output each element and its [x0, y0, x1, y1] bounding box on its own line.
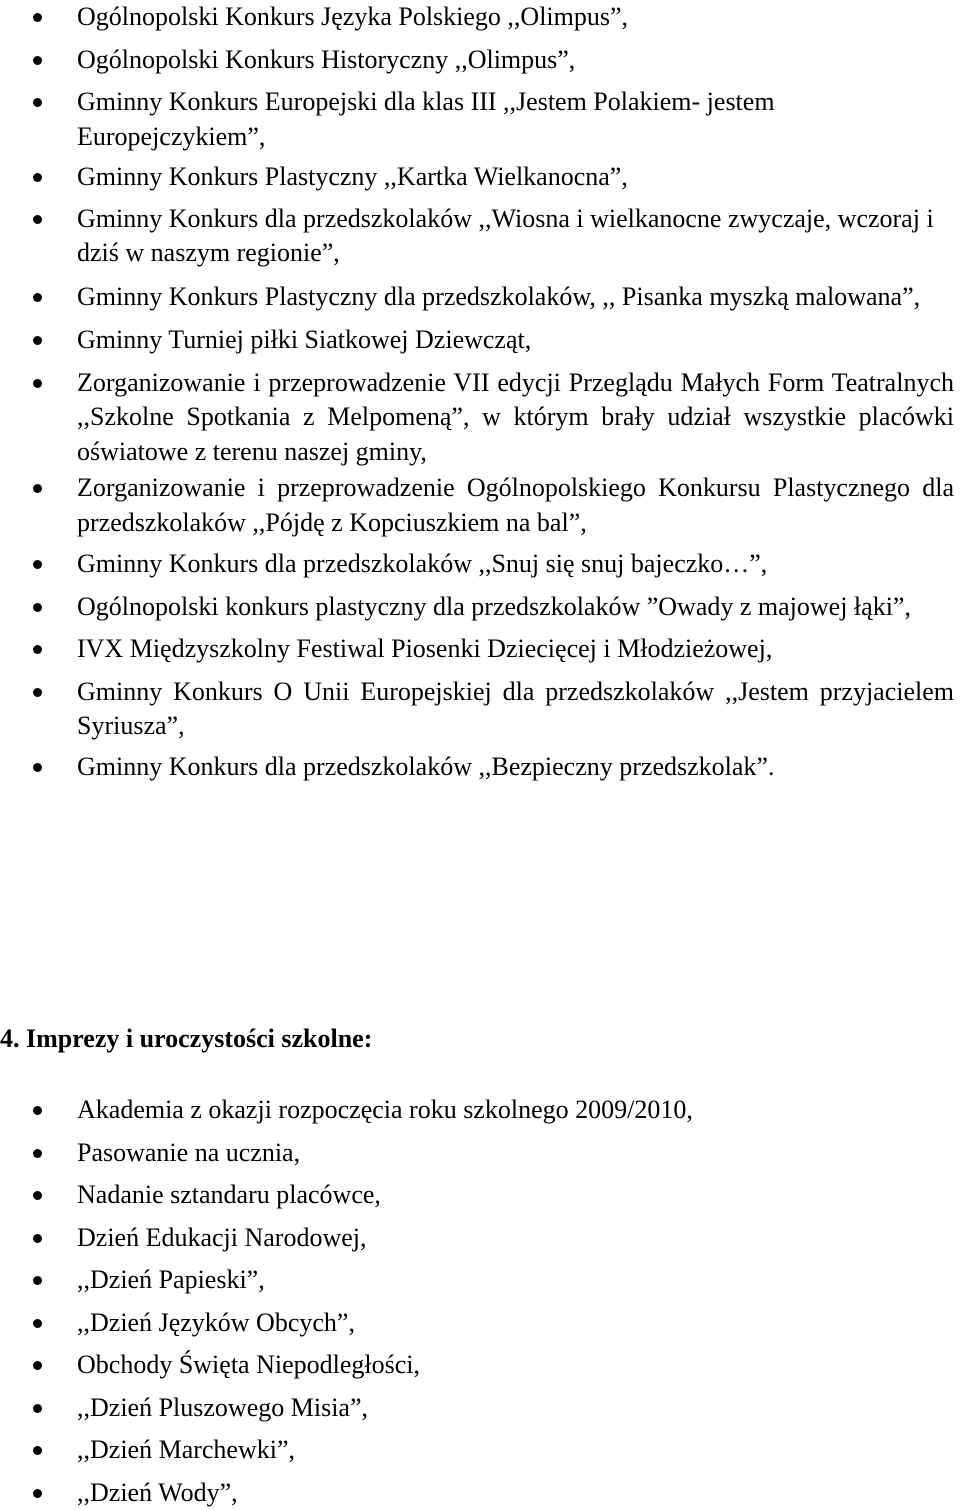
list-item-text: Gminny Konkurs dla przedszkolaków ,,Bezpieczny przedszkolak”. [77, 750, 954, 785]
list-item-text: ,,Dzień Wody”, [77, 1476, 954, 1510]
bullet-icon [33, 1404, 42, 1413]
bullet-icon [33, 688, 42, 697]
list-item-text: Obchody Święta Niepodległości, [77, 1348, 954, 1383]
list-item-text: Dzień Edukacji Narodowej, [77, 1221, 954, 1256]
list-item [0, 675, 960, 744]
bullet-icon [33, 1106, 42, 1115]
list-item-text: ,,Dzień Pluszowego Misia”, [77, 1391, 954, 1426]
list-item [0, 202, 960, 271]
list-item-text: Gminny Turniej piłki Siatkowej Dziewcząt, [77, 323, 954, 358]
list-item [0, 160, 960, 195]
bullet-icon [33, 173, 42, 182]
bullet-icon [33, 1234, 42, 1243]
list-item [0, 547, 960, 582]
list-item [0, 1433, 960, 1468]
list-item [0, 366, 960, 470]
bullet-icon [33, 98, 42, 107]
list-item-text: Nadanie sztandaru placówce, [77, 1178, 954, 1213]
list-item [0, 1221, 960, 1256]
bullet-icon [33, 603, 42, 612]
list-item-text: ,,Dzień Marchewki”, [77, 1433, 954, 1468]
list-item [0, 1136, 960, 1171]
list-item [0, 1391, 960, 1426]
bullet-icon [33, 484, 42, 493]
list-item [0, 1178, 960, 1213]
list-item [0, 43, 960, 78]
section-heading: 4. Imprezy i uroczystości szkolne: [0, 1021, 372, 1057]
list-item [0, 590, 960, 625]
list-item [0, 1348, 960, 1383]
list-item-text: Gminny Konkurs Plastyczny dla przedszkolaków, ,, Pisanka myszką malowana”, [77, 280, 954, 315]
list-item-text: Zorganizowanie i przeprowadzenie VII edycji Przeglądu Małych Form Teatralnych ,,Szkolne Spotkania z Melpomeną”, w którym brały udział wszystkie placówki oświatowe z terenu naszej gminy, [77, 366, 954, 470]
list-item [0, 1306, 960, 1341]
bullet-icon [33, 379, 42, 388]
list-item-text: ,,Dzień Języków Obcych”, [77, 1306, 954, 1341]
list-item-text: Zorganizowanie i przeprowadzenie Ogólnopolskiego Konkursu Plastycznego dla przedszkolaków ,,Pójdę z Kopciuszkiem na bal”, [77, 471, 954, 540]
list-item [0, 750, 960, 785]
bullet-icon [33, 13, 42, 22]
bullet-icon [33, 1489, 42, 1498]
list-item [0, 85, 960, 154]
school-events-list [0, 1093, 960, 1510]
list-item [0, 0, 960, 35]
bullet-icon [33, 215, 42, 224]
list-item-text: Gminny Konkurs O Unii Europejskiej dla przedszkolaków ,,Jestem przyjacielem Syriusza”, [77, 675, 954, 744]
bullet-icon [33, 56, 42, 65]
list-item [0, 1093, 960, 1128]
list-item [0, 1263, 960, 1298]
list-item-text: ,,Dzień Papieski”, [77, 1263, 954, 1298]
list-item-text: Gminny Konkurs Europejski dla klas III ,,Jestem Polakiem- jestem Europejczykiem”, [77, 85, 954, 154]
bullet-icon [33, 293, 42, 302]
bullet-icon [33, 1361, 42, 1370]
list-item [0, 323, 960, 358]
list-item-text: Pasowanie na ucznia, [77, 1136, 954, 1171]
bullet-icon [33, 645, 42, 654]
list-item-text: Gminny Konkurs dla przedszkolaków ,,Wiosna i wielkanocne zwyczaje, wczoraj i dziś w naszym regionie”, [77, 202, 954, 271]
bullet-icon [33, 763, 42, 772]
list-item [0, 471, 960, 540]
bullet-icon [33, 1276, 42, 1285]
bullet-icon [33, 1319, 42, 1328]
bullet-icon [33, 336, 42, 345]
bullet-icon [33, 560, 42, 569]
list-item-text: Akademia z okazji rozpoczęcia roku szkolnego 2009/2010, [77, 1093, 954, 1128]
bullet-icon [33, 1191, 42, 1200]
list-item [0, 280, 960, 315]
list-item-text: IVX Międzyszkolny Festiwal Piosenki Dziecięcej i Młodzieżowej, [77, 632, 954, 667]
list-item-text: Ogólnopolski Konkurs Historyczny ,,Olimpus”, [77, 43, 954, 78]
list-item-text: Ogólnopolski konkurs plastyczny dla przedszkolaków ”Owady z majowej łąki”, [77, 590, 954, 625]
list-item-text: Gminny Konkurs dla przedszkolaków ,,Snuj się snuj bajeczko…”, [77, 547, 954, 582]
list-item [0, 632, 960, 667]
bullet-icon [33, 1149, 42, 1158]
list-item-text: Gminny Konkurs Plastyczny ,,Kartka Wielkanocna”, [77, 160, 954, 195]
list-item-text: Ogólnopolski Konkurs Języka Polskiego ,,Olimpus”, [77, 0, 954, 35]
list-item [0, 1476, 960, 1510]
bullet-icon [33, 1446, 42, 1455]
